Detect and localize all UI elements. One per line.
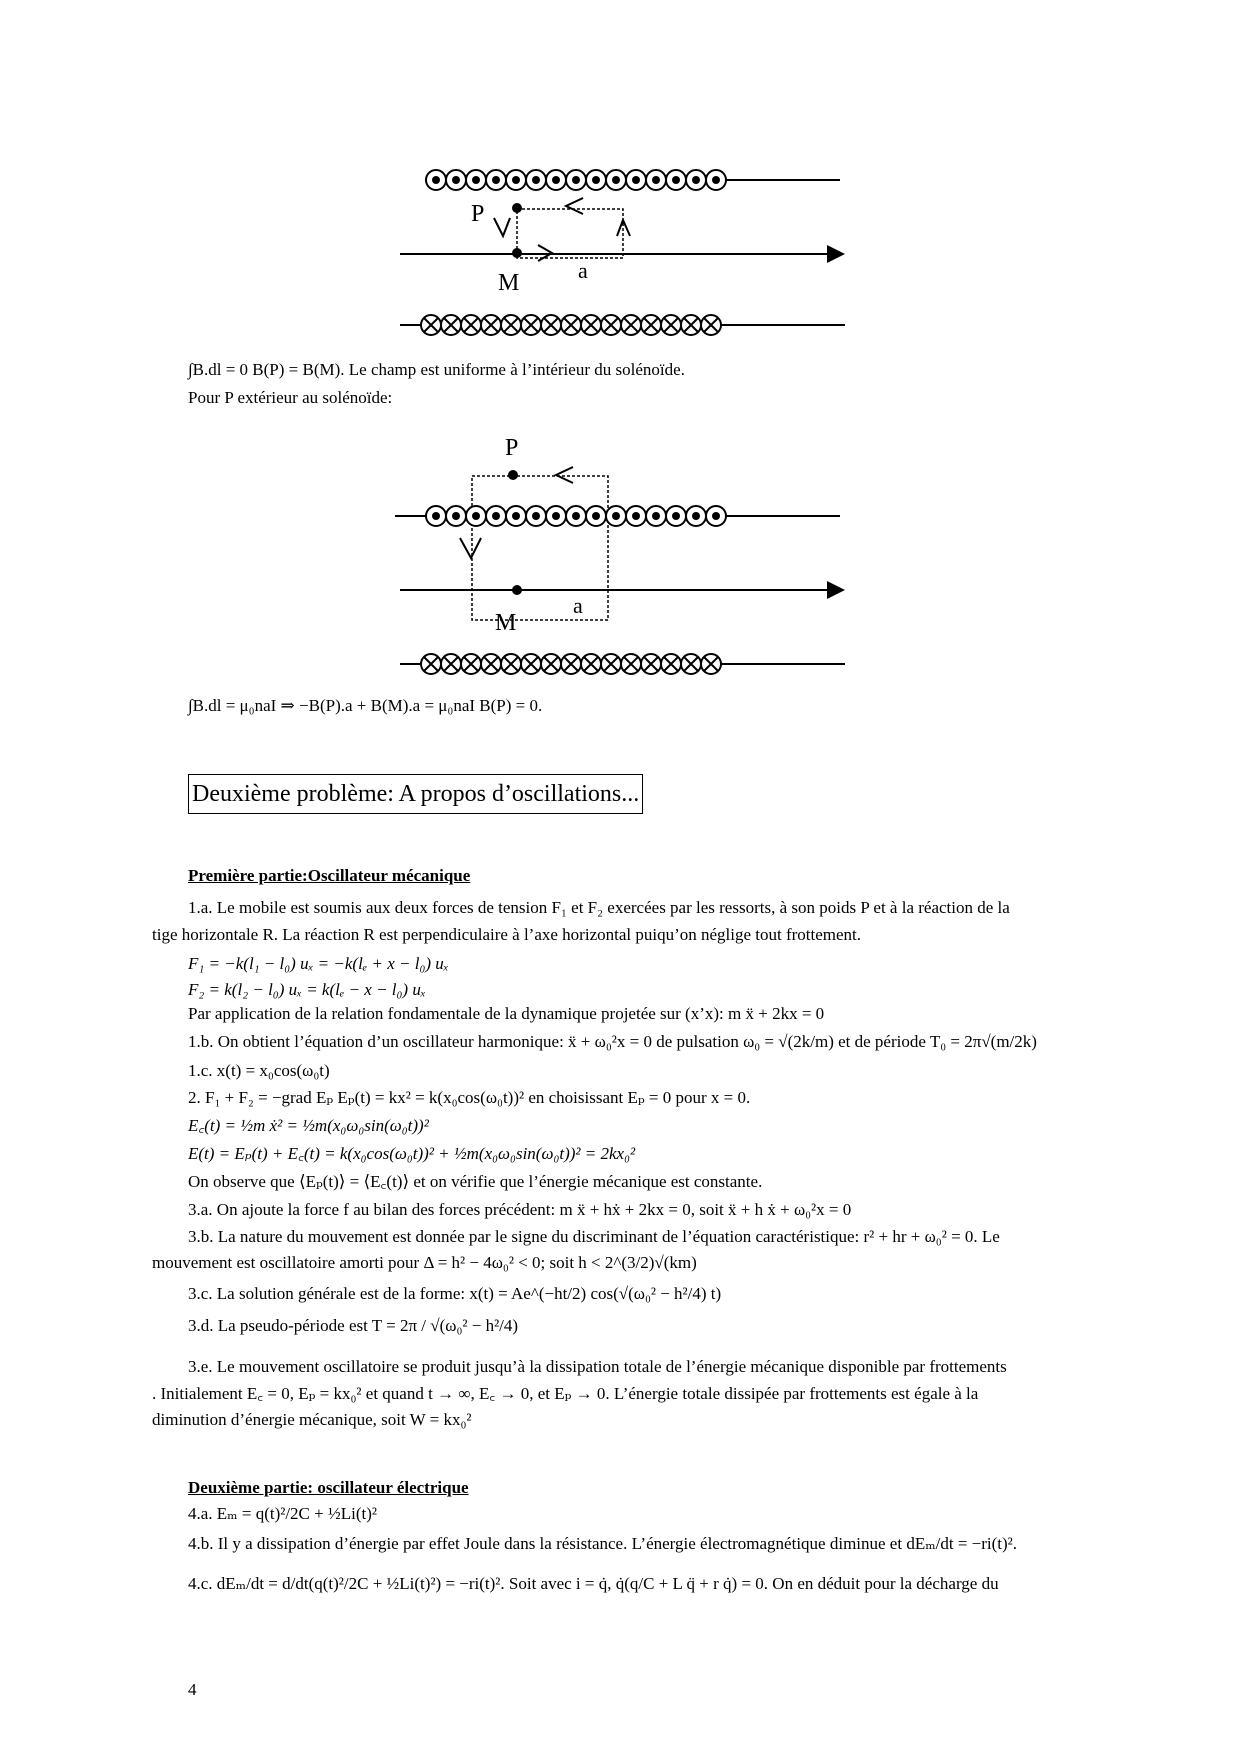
part1-line: E(t) = Eₚ(t) + E꜀(t) = k(x₀cos(ω₀t))² + ½m(x₀ω₀sin(ω₀t))² = 2kx₀² xyxy=(188,1144,636,1163)
winding-dot-center xyxy=(612,512,620,520)
label-P: P xyxy=(471,201,485,227)
part1-line: diminution d’énergie mécanique, soit W = kx₀² xyxy=(152,1410,472,1429)
winding-dot-center xyxy=(572,176,580,184)
winding-dot-center xyxy=(432,176,440,184)
winding-dot-center xyxy=(672,512,680,520)
part1-line: 3.a. On ajoute la force f au bilan des forces précédent: m ẍ + hẋ + 2kx = 0, soit ẍ + h ẋ + ω₀²x = 0 xyxy=(188,1200,852,1219)
winding-dot-center xyxy=(632,512,640,520)
equation-circulation-inside: ∫B.dl = 0 B(P) = B(M). Le champ est uniforme à l’intérieur du solénoïde. xyxy=(188,360,685,379)
label-P: P xyxy=(505,435,519,461)
winding-dot-center xyxy=(452,512,460,520)
contour-rectangle xyxy=(494,198,630,261)
winding-dot-center xyxy=(692,176,700,184)
part1-line: 2. F₁ + F₂ = −grad Eₚ Eₚ(t) = kx² = k(x₀cos(ω₀t))² en choisissant Eₚ = 0 pour x = 0. xyxy=(188,1088,751,1107)
bottom-winding-crosses xyxy=(421,654,721,674)
label-a: a xyxy=(573,593,583,618)
winding-dot-center xyxy=(612,176,620,184)
winding-dot-center xyxy=(492,176,500,184)
part1-line: tige horizontale R. La réaction R est perpendiculaire à l’axe horizontal puiqu’on néglige tout frottement. xyxy=(152,925,862,944)
winding-dot-center xyxy=(712,176,720,184)
part1-line: F₁ = −k(l₁ − l₀) uₓ = −k(lₑ + x − l₀) uₓ xyxy=(188,954,449,973)
part2-heading: Deuxième partie: oscillateur électrique xyxy=(188,1478,469,1497)
winding-dot-center xyxy=(592,176,600,184)
part1-line: F₂ = k(l₂ − l₀) uₓ = k(lₑ − x − l₀) uₓ xyxy=(188,980,426,999)
problem-title: Deuxième problème: A propos d’oscillations... xyxy=(188,774,643,814)
part2-line: 4.c. dEₘ/dt = d/dt(q(t)²/2C + ½Li(t)²) = −ri(t)². Soit avec i = q̇, q̇(q/C + L q̈ + r q̇) = 0. On en déduit pour la décharge du xyxy=(188,1574,999,1593)
part1-line: On observe que ⟨Eₚ(t)⟩ = ⟨E꜀(t)⟩ et on vérifie que l’énergie mécanique est constante. xyxy=(188,1172,763,1191)
axis-arrow xyxy=(400,581,845,599)
winding-dot-center xyxy=(492,512,500,520)
winding-dot-center xyxy=(532,176,540,184)
part1-line: . Initialement E꜀ = 0, Eₚ = kx₀² et quand t → ∞, E꜀ → 0, et Eₚ → 0. L’énergie totale dissipée par frottements est égale à la xyxy=(152,1384,979,1403)
solenoid-figure-outside xyxy=(0,430,1242,680)
text-p-exterior: Pour P extérieur au solénoïde: xyxy=(188,388,393,407)
part1-line: 3.d. La pseudo-période est T = 2π / √(ω₀² − h²/4) xyxy=(188,1316,519,1335)
part1-line: Par application de la relation fondamentale de la dynamique projetée sur (x’x): m ẍ + 2kx = 0 xyxy=(188,1004,825,1023)
winding-dot-center xyxy=(632,176,640,184)
winding-dot-center xyxy=(452,176,460,184)
winding-dot-center xyxy=(532,512,540,520)
part2-line: 4.a. Eₘ = q(t)²/2C + ½Li(t)² xyxy=(188,1504,377,1523)
part1-heading: Première partie:Oscillateur mécanique xyxy=(188,866,471,885)
part1-line: 1.c. x(t) = x₀cos(ω₀t) xyxy=(188,1061,330,1080)
winding-dot-center xyxy=(512,176,520,184)
winding-dot-center xyxy=(692,512,700,520)
part1-line: 3.e. Le mouvement oscillatoire se produit jusqu’à la dissipation totale de l’énergie mécanique disponible par frottements xyxy=(188,1357,1007,1376)
winding-dot-center xyxy=(512,512,520,520)
winding-dot-center xyxy=(672,176,680,184)
winding-dot-center xyxy=(432,512,440,520)
winding-dot-center xyxy=(472,176,480,184)
winding-dot-center xyxy=(652,176,660,184)
part1-line: 1.b. On obtient l’équation d’un oscillateur harmonique: ẍ + ω₀²x = 0 de pulsation ω₀ = √(2k/m) et de période T₀ = 2π√(m/2k) xyxy=(188,1032,1037,1051)
part1-line: E꜀(t) = ½m ẋ² = ½m(x₀ω₀sin(ω₀t))² xyxy=(188,1116,429,1135)
winding-dot-center xyxy=(572,512,580,520)
part2-line: 4.b. Il y a dissipation d’énergie par effet Joule dans la résistance. L’énergie électromagnétique diminue et dEₘ/dt = −ri(t)². xyxy=(188,1534,1018,1553)
page-number: 4 xyxy=(188,1680,197,1699)
winding-dot-center xyxy=(552,176,560,184)
winding-dot-center xyxy=(592,512,600,520)
part1-line: 1.a. Le mobile est soumis aux deux forces de tension F₁ et F₂ exercées par les ressorts, à son poids P et à la réaction de la xyxy=(188,898,1010,917)
contour-rectangle xyxy=(460,467,608,620)
part1-line: mouvement est oscillatoire amorti pour Δ = h² − 4ω₀² < 0; soit h < 2^(3/2)√(km) xyxy=(152,1253,697,1272)
winding-dot-center xyxy=(652,512,660,520)
equation-circulation-outside: ∫B.dl = μ₀naI ⇒ −B(P).a + B(M).a = μ₀naI B(P) = 0. xyxy=(188,696,543,715)
label-M: M xyxy=(495,610,517,636)
top-winding-dots xyxy=(426,170,726,190)
winding-dot-center xyxy=(712,512,720,520)
bottom-winding-crosses xyxy=(421,315,721,335)
part1-line: 3.b. La nature du mouvement est donnée par le signe du discriminant de l’équation caractéristique: r² + hr + ω₀² = 0. Le xyxy=(188,1227,1000,1246)
winding-dot-center xyxy=(472,512,480,520)
label-M: M xyxy=(498,270,520,296)
top-winding-dots xyxy=(426,506,726,526)
winding-dot-center xyxy=(552,512,560,520)
part1-line: 3.c. La solution générale est de la forme: x(t) = Ae^(−ht/2) cos(√(ω₀² − h²/4) t) xyxy=(188,1284,722,1303)
label-a: a xyxy=(578,258,588,283)
